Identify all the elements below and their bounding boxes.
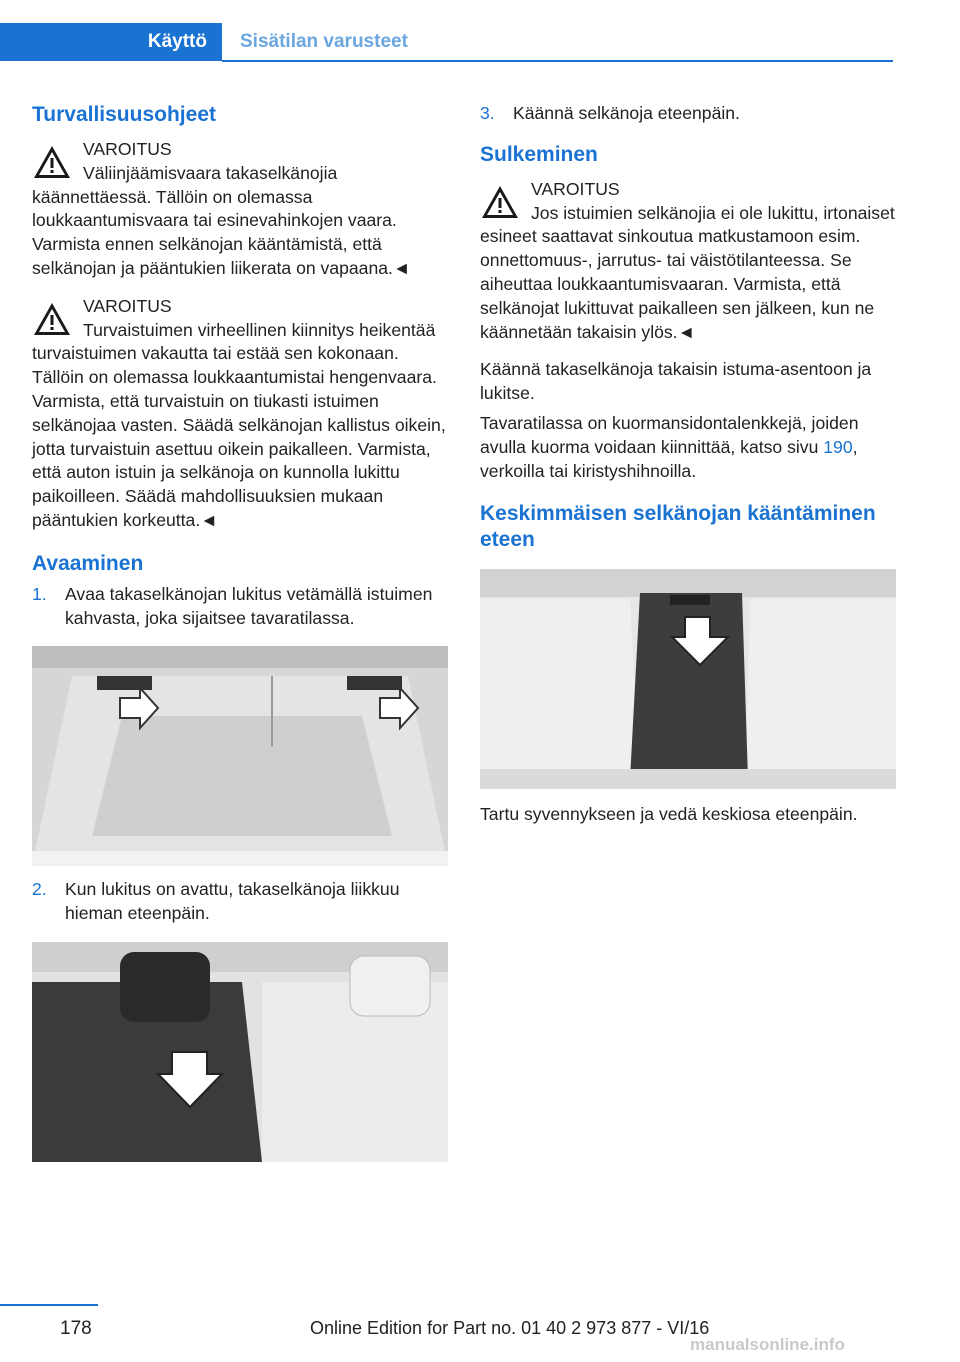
seat-photo — [32, 942, 448, 1162]
warning-text: Jos istuimien selkänojia ei ole lukittu, irtonaiset esineet saattavat sinkoutua matkustamoon esim. onnettomuus-, jarrutus- tai väistötilanteessa. Se aiheuttaa loukkaantumisvaaran. Varmista, että selkänojat lukittuvat paikalleen sen jälkeen, kun ne käännetään takaisin ylös.◄ — [480, 202, 895, 342]
heading-close: Sulkeminen — [480, 142, 598, 166]
warning-title: VAROITUS — [531, 178, 620, 199]
paragraph — [480, 412, 896, 483]
warning-icon — [32, 144, 72, 180]
warning-icon — [32, 301, 72, 337]
step-number: 2. — [32, 879, 47, 900]
heading-safety: Turvallisuusohjeet — [32, 103, 216, 126]
middle-seat-photo — [480, 569, 896, 789]
page-header — [0, 23, 893, 61]
paragraph-text: Tavaratilassa on kuormansidontalenkkejä, joiden avulla kuorma voidaan kiinnittää, katso sivu — [480, 412, 859, 457]
warning-title: VAROITUS — [83, 295, 172, 316]
paragraph: Käännä takaselkänoja takaisin istuma-asentoon ja lukitse. — [480, 359, 872, 404]
section-tab[interactable]: Käyttö — [0, 23, 222, 61]
watermark: manualsonline.info — [690, 1335, 845, 1354]
heading-open: Avaaminen — [32, 551, 144, 575]
paragraph-text: , verkoilla tai kiristyshihnoilla. — [480, 436, 858, 481]
list-item — [480, 102, 896, 126]
subsection-tab[interactable]: Sisätilan varusteet — [240, 31, 408, 52]
page-number: 178 — [60, 1318, 92, 1339]
trunk-photo — [32, 646, 448, 866]
page-link[interactable]: 190 — [823, 436, 853, 457]
warning-icon — [480, 184, 520, 220]
step-number: 3. — [480, 103, 495, 123]
heading-middle: Keskimmäisen selkänojan kääntäminen eteen — [480, 502, 876, 552]
step-text: Kun lukitus on avattu, takaselkänoja liikkuu hieman eteenpäin. — [65, 879, 400, 924]
paragraph: Tartu syvennykseen ja vedä keskiosa eteenpäin. — [480, 804, 858, 825]
step-text: Käännä selkänoja eteenpäin. — [513, 103, 740, 123]
header-divider — [222, 60, 893, 62]
list-item — [32, 878, 448, 926]
step-number: 1. — [32, 583, 47, 604]
warning-block — [32, 295, 448, 533]
warning-block — [480, 178, 896, 345]
left-column — [32, 102, 448, 1162]
warning-text: Turvaistuimen virheellinen kiinnitys heikentää turvaistuimen vakautta tai estää sen kokonaan. Tällöin on olemassa loukkaantumistai hengenvaara. Varmista, että turvaistuin on tiukasti istuimen selkänojaa vasten. Säädä selkänojan kallistus oikein, jotta turvaistuin asettuu oikein paikalleen. Varmista, että auton istuin ja selkänoja on kunnolla lukittu paikoilleen. Säädä mahdollisuuksien mukaan pääntukien korkeutta.◄ — [32, 319, 446, 530]
list-item — [32, 583, 448, 631]
edition-note: Online Edition for Part no. 01 40 2 973 877 - VI/16 — [310, 1318, 710, 1338]
right-column — [480, 102, 896, 827]
warning-text: Väliinjäämisvaara takaselkänojia käännettäessä. Tällöin on olemassa loukkaantumisvaara tai esinevahinkojen vaara. Varmista ennen selkänojan kääntämistä, että selkänojan ja pääntukien liikerata on vapaana.◄ — [32, 162, 411, 278]
step-text: Avaa takaselkänojan lukitus vetämällä istuimen kahvasta, joka sijaitsee tavaratilassa. — [65, 583, 433, 628]
warning-block — [32, 138, 448, 281]
footer-divider — [0, 1304, 98, 1306]
warning-title: VAROITUS — [83, 139, 172, 159]
